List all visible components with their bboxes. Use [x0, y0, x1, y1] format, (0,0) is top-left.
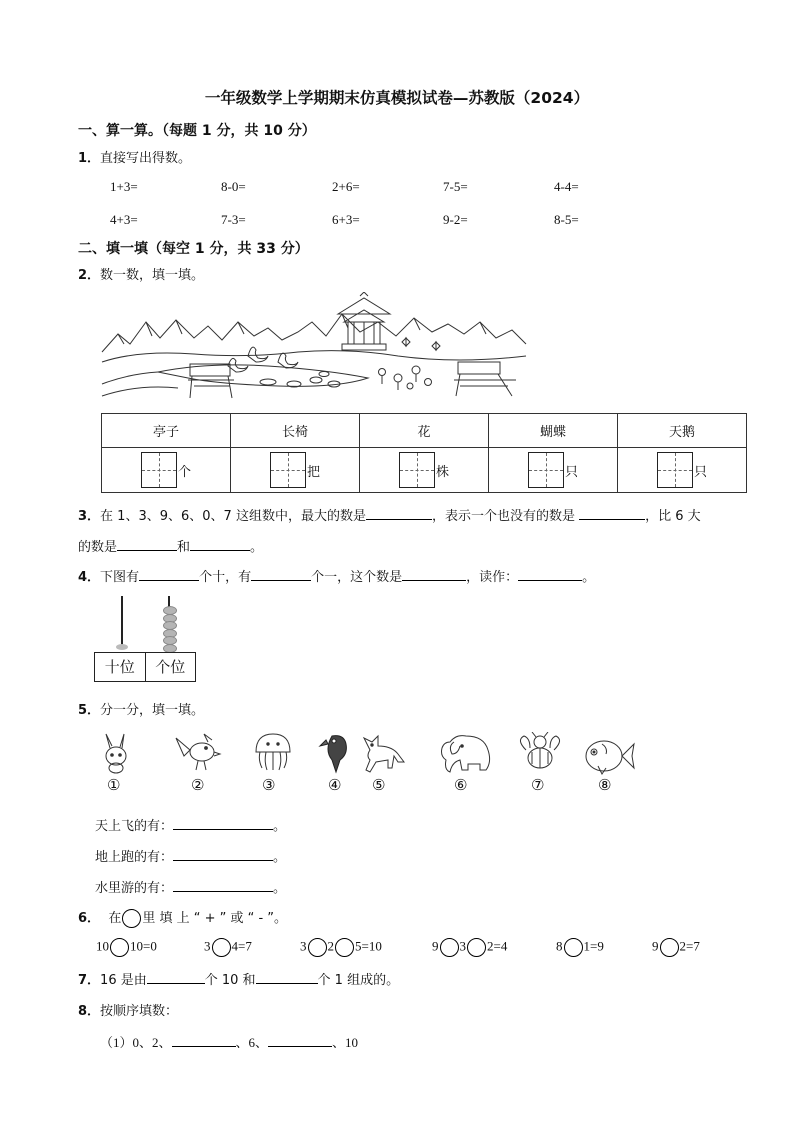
question-8-number: 8．: [78, 1004, 101, 1019]
answer-cell[interactable]: [231, 448, 360, 493]
operator-item: [652, 938, 700, 957]
question-1-number: 1．: [78, 151, 101, 166]
question-4-text: 下图有: [100, 570, 140, 585]
equation: 6+3=: [332, 212, 360, 227]
water-answer-line: [95, 877, 286, 896]
land-answer-line: [95, 846, 286, 865]
bee-icon: [516, 732, 564, 776]
table-header: 蝴蝶: [489, 414, 618, 448]
rabbit-icon: [98, 732, 134, 774]
operator-circle[interactable]: [335, 938, 354, 957]
answer-blank[interactable]: [172, 1033, 236, 1047]
fish-icon: [580, 732, 636, 778]
number: 9: [432, 938, 439, 954]
land-label: 地上跑的有：: [95, 850, 174, 865]
number: 9: [652, 938, 659, 954]
answer-blank[interactable]: [518, 567, 582, 581]
question-7-text: 个 1 组成的。: [317, 973, 400, 988]
question-6-text: 在: [108, 911, 122, 926]
unit-label: 把: [306, 464, 320, 480]
tens-rod: [121, 596, 123, 648]
table-header: 花: [360, 414, 489, 448]
bird-icon: [174, 732, 222, 774]
answer-grid-box[interactable]: [657, 452, 693, 488]
answer-blank[interactable]: [173, 816, 273, 830]
elephant-icon: [436, 732, 494, 776]
answer-circle: [122, 909, 141, 928]
section-2-heading: 二、填一填（每空 1 分，共 33 分）: [78, 241, 309, 257]
number: 10: [96, 938, 109, 954]
question-7: [78, 969, 399, 988]
question-3-text: ，表示一个也没有的数是: [431, 509, 575, 524]
abacus: [94, 594, 196, 682]
question-5: [78, 699, 204, 718]
unit-label: 只: [564, 464, 578, 480]
answer-cell[interactable]: [489, 448, 618, 493]
question-4-text: 个十，有: [199, 570, 252, 585]
tens-place-label: 十位: [95, 653, 146, 681]
jellyfish-icon: [250, 732, 296, 774]
answer-blank[interactable]: [268, 1033, 332, 1047]
animal-number-label: ⑦: [531, 776, 545, 794]
question-2-text: 数一数，填一填。: [100, 268, 205, 283]
operator-circle[interactable]: [440, 938, 459, 957]
question-4-text: 。: [582, 570, 596, 585]
question-7-number: 7．: [78, 973, 101, 988]
animal-number-label: ④: [328, 776, 342, 794]
number: 2: [327, 938, 334, 954]
question-3: [78, 501, 758, 563]
equation: 2+6=: [332, 179, 360, 194]
sequence-text: 、6、: [235, 1035, 269, 1050]
operator-item: [300, 938, 382, 957]
equation: 4+3=: [110, 212, 138, 227]
equation: 8-5=: [554, 212, 579, 227]
operator-circle[interactable]: [660, 938, 679, 957]
question-1-text: 直接写出得数。: [100, 151, 192, 166]
park-scene-illustration: [98, 292, 528, 410]
equation: 1+3=: [110, 179, 138, 194]
animal-number-label: ⑧: [598, 776, 612, 794]
operator-circle[interactable]: [110, 938, 129, 957]
sequence-text: 、10: [332, 1035, 359, 1050]
number: 2=7: [679, 938, 700, 954]
question-3-text: 。: [250, 540, 264, 555]
unit-label: 只: [693, 464, 707, 480]
answer-blank[interactable]: [256, 970, 318, 984]
unit-label: 个: [177, 464, 191, 480]
table-header: 亭子: [102, 414, 231, 448]
question-2: [78, 264, 204, 283]
question-4: [78, 566, 758, 585]
answer-blank[interactable]: [366, 506, 432, 520]
number: 3: [300, 938, 307, 954]
question-3-text: 和: [177, 540, 191, 555]
operator-item: [204, 938, 252, 957]
ones-place-label: 个位: [155, 658, 186, 676]
question-2-number: 2．: [78, 268, 101, 283]
question-3-number: 3．: [78, 509, 101, 524]
equation: 9-2=: [443, 212, 468, 227]
period: 。: [273, 881, 287, 896]
number: 3: [459, 938, 466, 954]
period: 。: [273, 850, 287, 865]
question-6-text: 里 填 上 “ + ” 或 “ - ”。: [142, 911, 288, 926]
animal-number-label: ②: [191, 776, 205, 794]
sequence-line-1: [100, 1032, 358, 1051]
question-3-text: 的数是: [78, 540, 118, 555]
answer-cell[interactable]: [618, 448, 747, 493]
question-6: [78, 907, 287, 928]
question-3-text: 在 1、3、9、6、0、7 这组数中，最大的数是: [100, 509, 366, 524]
period: 。: [273, 819, 287, 834]
equation: 8-0=: [221, 179, 246, 194]
place-value-labels: [94, 652, 196, 682]
page-title: 一年级数学上学期期末仿真模拟试卷—苏教版（2024）: [204, 89, 590, 107]
equation: 4-4=: [554, 179, 579, 194]
number: 10=0: [130, 938, 157, 954]
sky-label: 天上飞的有：: [95, 819, 174, 834]
question-3-text: ，比 6 大: [645, 509, 701, 524]
answer-blank[interactable]: [147, 970, 205, 984]
answer-blank[interactable]: [402, 567, 466, 581]
operator-item: [432, 938, 507, 957]
operator-circle[interactable]: [564, 938, 583, 957]
unit-label: 株: [435, 464, 449, 480]
number: 1=9: [583, 938, 604, 954]
answer-cell[interactable]: [102, 448, 231, 493]
table-header: 天鹅: [618, 414, 747, 448]
operator-circle[interactable]: [308, 938, 327, 957]
sky-answer-line: [95, 815, 286, 834]
question-4-number: 4．: [78, 570, 101, 585]
animal-number-label: ⑥: [454, 776, 468, 794]
answer-grid-box[interactable]: [270, 452, 306, 488]
question-6-number: 6．: [78, 911, 101, 926]
answer-blank[interactable]: [173, 847, 273, 861]
answer-blank[interactable]: [173, 878, 273, 892]
answer-blank[interactable]: [579, 506, 645, 520]
question-8: [78, 1000, 178, 1019]
water-label: 水里游的有：: [95, 881, 174, 896]
number: 8: [556, 938, 563, 954]
horse-icon: [358, 732, 408, 776]
operator-item: [556, 938, 604, 957]
answer-grid-box[interactable]: [141, 452, 177, 488]
sequence-text: （1）0、2、: [100, 1035, 172, 1050]
answer-blank[interactable]: [251, 567, 311, 581]
animal-number-label: ①: [107, 776, 121, 794]
question-5-number: 5．: [78, 703, 101, 718]
answer-cell[interactable]: [360, 448, 489, 493]
parrot-icon: [318, 732, 354, 774]
operator-item: [96, 938, 157, 957]
answer-blank[interactable]: [117, 537, 177, 551]
question-8-text: 按顺序填数：: [100, 1004, 179, 1019]
animal-number-label: ③: [262, 776, 276, 794]
question-4-text: 个一，这个数是: [311, 570, 403, 585]
operator-circle[interactable]: [212, 938, 231, 957]
equation: 7-3=: [221, 212, 246, 227]
question-7-text: 个 10 和: [204, 973, 256, 988]
question-1: [78, 147, 191, 166]
question-7-text: 16 是由: [100, 973, 147, 988]
animal-number-label: ⑤: [372, 776, 386, 794]
number: 3: [204, 938, 211, 954]
question-5-text: 分一分，填一填。: [100, 703, 205, 718]
number: 4=7: [231, 938, 252, 954]
number: 2=4: [487, 938, 508, 954]
number: 5=10: [355, 938, 382, 954]
answer-blank[interactable]: [139, 567, 199, 581]
answer-grid-box[interactable]: [399, 452, 435, 488]
question-4-text: ，读作：: [466, 570, 519, 585]
rod-base: [116, 644, 128, 650]
answer-grid-box[interactable]: [528, 452, 564, 488]
counting-table: [101, 413, 747, 493]
table-header: 长椅: [231, 414, 360, 448]
operator-circle[interactable]: [467, 938, 486, 957]
equation: 7-5=: [443, 179, 468, 194]
answer-blank[interactable]: [190, 537, 250, 551]
section-1-heading: 一、算一算。（每题 1 分，共 10 分）: [78, 123, 316, 139]
